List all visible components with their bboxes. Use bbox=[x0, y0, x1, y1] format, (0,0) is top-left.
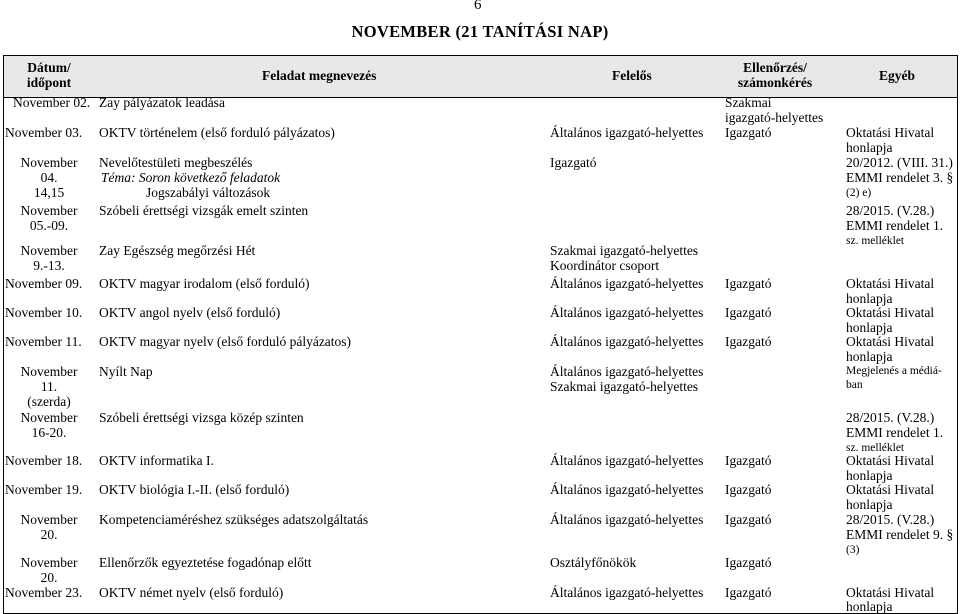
header-other: Egyéb bbox=[879, 68, 916, 83]
header-date-line2: időpont bbox=[26, 75, 72, 90]
row-responsible: Általános igazgató-helyettes bbox=[550, 453, 704, 468]
row-date-line2: 16-20. bbox=[31, 425, 67, 440]
row-other-line2: honlapja bbox=[846, 468, 893, 483]
row-task: OKTV történelem (első forduló pályázatos) bbox=[99, 125, 335, 140]
row-task: OKTV informatika I. bbox=[99, 453, 214, 468]
row-control: Igazgató bbox=[725, 555, 772, 570]
row-date: November 03. bbox=[5, 125, 83, 140]
header-date-line1: Dátum/ bbox=[27, 60, 71, 75]
header-control-line2: számonkérés bbox=[737, 75, 813, 90]
row-other-line2: honlapja bbox=[846, 320, 893, 335]
row-responsible: Általános igazgató-helyettes bbox=[550, 276, 704, 291]
row-responsible: Osztályfőnökök bbox=[550, 555, 637, 570]
row-task: Nyílt Nap bbox=[99, 364, 153, 379]
row-date-line3: (szerda) bbox=[27, 394, 71, 409]
row-date: November 18. bbox=[5, 453, 83, 468]
row-control: Igazgató bbox=[725, 305, 772, 320]
row-other-line2: honlapja bbox=[846, 599, 893, 614]
row-control: Igazgató bbox=[725, 453, 772, 468]
row-task-line1: Nevelőtestületi megbeszélés bbox=[99, 155, 253, 170]
row-date-line2: 9.-13. bbox=[33, 258, 65, 273]
row-date: November 11. bbox=[5, 334, 82, 349]
row-other-line2: honlapja bbox=[846, 291, 893, 306]
row-responsible: Általános igazgató-helyettes bbox=[550, 125, 704, 140]
row-other-line1: 28/2015. (V.28.) bbox=[846, 410, 935, 425]
row-other-line1: 28/2015. (V.28.) bbox=[846, 203, 935, 218]
row-other-line1: Oktatási Hivatal bbox=[846, 453, 935, 468]
row-responsible-line2: Szakmai igazgató-helyettes bbox=[550, 379, 699, 394]
row-responsible: Általános igazgató-helyettes bbox=[550, 512, 704, 527]
row-date-line2: 20. bbox=[40, 527, 58, 542]
row-task: Zay Egészség megőrzési Hét bbox=[99, 243, 256, 258]
row-other-line1: Megjelenés a médiá- bbox=[846, 365, 942, 377]
row-control: Igazgató bbox=[725, 276, 772, 291]
row-control-line2: igazgató-helyettes bbox=[725, 110, 824, 125]
row-other-line2: EMMI rendelet 9. § bbox=[846, 527, 954, 542]
row-other-line2: honlapja bbox=[846, 349, 893, 364]
row-responsible: Általános igazgató-helyettes bbox=[550, 334, 704, 349]
row-responsible: Igazgató bbox=[550, 155, 597, 170]
row-date-line1: November bbox=[20, 410, 78, 425]
row-task: Ellenőrzők egyeztetése fogadónap előtt bbox=[99, 555, 312, 570]
row-other-line2: honlapja bbox=[846, 140, 893, 155]
row-responsible-line1: Szakmai igazgató-helyettes bbox=[550, 243, 699, 258]
row-control: Igazgató bbox=[725, 585, 772, 600]
row-other-line1: 28/2015. (V.28.) bbox=[846, 512, 935, 527]
row-other-line3: (2) e) bbox=[846, 187, 872, 199]
row-other-line2: EMMI rendelet 1. bbox=[846, 218, 944, 233]
row-control: Igazgató bbox=[725, 334, 772, 349]
row-responsible: Általános igazgató-helyettes bbox=[550, 585, 704, 600]
row-date-line1: November bbox=[20, 155, 78, 170]
header-task: Feladat megnevezés bbox=[262, 68, 377, 83]
row-responsible: Általános igazgató-helyettes bbox=[550, 482, 704, 497]
row-other-line1: Oktatási Hivatal bbox=[846, 482, 935, 497]
row-task: Szóbeli érettségi vizsgák emelt szinten bbox=[99, 203, 309, 218]
row-date: November 10. bbox=[5, 305, 83, 320]
row-other-line3: sz. melléklet bbox=[846, 442, 905, 454]
row-date-line2: 04. bbox=[40, 170, 58, 185]
row-task: Zay pályázatok leadása bbox=[99, 95, 225, 110]
row-task: Szóbeli érettségi vizsga közép szinten bbox=[99, 410, 304, 425]
row-other-line2: honlapja bbox=[846, 497, 893, 512]
row-date: November 02. bbox=[13, 95, 91, 110]
row-date-line1: November bbox=[20, 555, 78, 570]
row-date: November 19. bbox=[5, 482, 83, 497]
row-date-line2: 05.-09. bbox=[29, 218, 69, 233]
row-other-line3: (3) bbox=[846, 544, 860, 556]
row-other-line3: sz. melléklet bbox=[846, 235, 905, 247]
header-responsible: Felelős bbox=[612, 68, 652, 83]
row-responsible-line1: Általános igazgató-helyettes bbox=[550, 364, 704, 379]
row-date: November 09. bbox=[5, 276, 83, 291]
row-responsible: Általános igazgató-helyettes bbox=[550, 305, 704, 320]
row-control: Igazgató bbox=[725, 512, 772, 527]
row-date-line3: 14,15 bbox=[33, 185, 65, 200]
row-responsible-line2: Koordinátor csoport bbox=[550, 258, 660, 273]
page-number: 6 bbox=[474, 0, 482, 13]
row-task: OKTV magyar nyelv (első forduló pályázatos) bbox=[99, 334, 352, 349]
row-date-line1: November bbox=[20, 243, 78, 258]
row-other-line2: ban bbox=[846, 379, 863, 391]
row-task-line3: Jogszabályi változások bbox=[146, 185, 271, 200]
row-other-line1: Oktatási Hivatal bbox=[846, 334, 935, 349]
row-control: Igazgató bbox=[725, 125, 772, 140]
page-title: NOVEMBER (21 TANÍTÁSI NAP) bbox=[351, 22, 609, 41]
row-control-line1: Szakmai bbox=[725, 95, 772, 110]
row-task-line2: Téma: Soron következő feladatok bbox=[101, 170, 281, 185]
row-task: OKTV biológia I.-II. (első forduló) bbox=[99, 482, 290, 497]
row-task: Kompetenciaméréshez szükséges adatszolgáltatás bbox=[99, 512, 369, 527]
row-date-line1: November bbox=[20, 512, 78, 527]
header-control-line1: Ellenőrzés/ bbox=[743, 60, 807, 75]
row-date-line1: November bbox=[20, 203, 78, 218]
row-task: OKTV magyar irodalom (első forduló) bbox=[99, 276, 310, 291]
row-date-line2: 20. bbox=[40, 570, 58, 585]
row-other-line2: EMMI rendelet 1. bbox=[846, 425, 944, 440]
row-other-line1: Oktatási Hivatal bbox=[846, 125, 935, 140]
row-date-line1: November bbox=[20, 364, 78, 379]
row-date: November 23. bbox=[5, 585, 83, 600]
row-date-line2: 11. bbox=[40, 379, 58, 394]
row-other-line2: EMMI rendelet 3. § bbox=[846, 170, 954, 185]
row-other-line1: Oktatási Hivatal bbox=[846, 585, 935, 600]
row-other-line1: 20/2012. (VIII. 31.) bbox=[846, 155, 953, 170]
row-task: OKTV angol nyelv (első forduló) bbox=[99, 305, 281, 320]
row-control: Igazgató bbox=[725, 482, 772, 497]
row-other-line1: Oktatási Hivatal bbox=[846, 305, 935, 320]
row-other-line1: Oktatási Hivatal bbox=[846, 276, 935, 291]
row-task: OKTV német nyelv (első forduló) bbox=[99, 585, 284, 600]
